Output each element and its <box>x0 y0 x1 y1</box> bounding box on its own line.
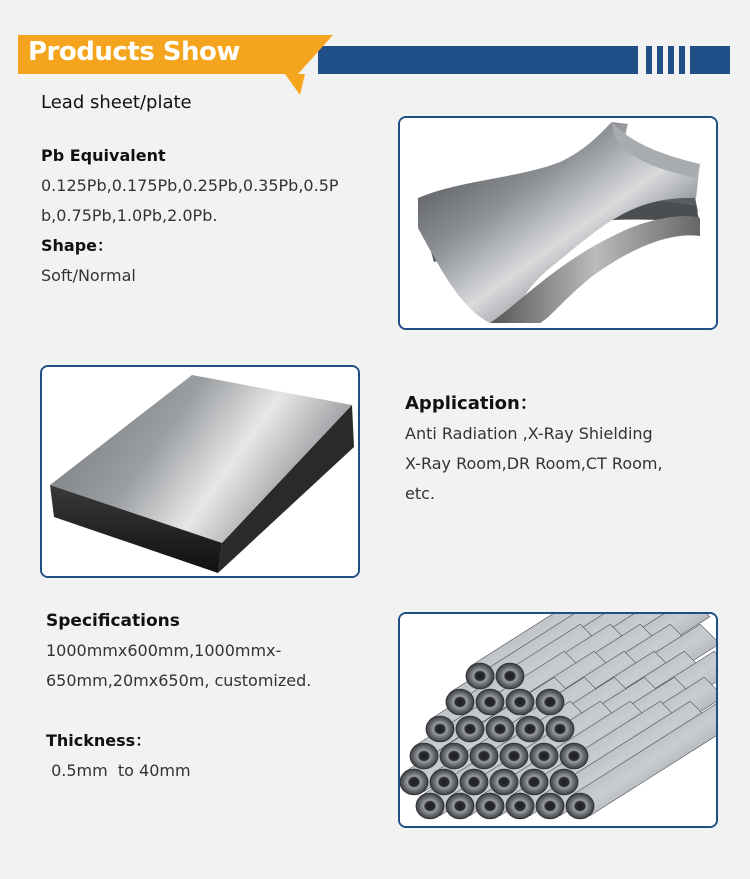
roll-end <box>470 743 498 769</box>
roll-end <box>520 769 548 795</box>
specifications-line-1: 1000mmx600mm,1000mmx- <box>46 641 282 660</box>
roll-end <box>440 743 468 769</box>
roll-end <box>476 689 504 715</box>
roll-end <box>536 689 564 715</box>
roll-end <box>500 743 528 769</box>
roll-end <box>426 716 454 742</box>
roll-end <box>536 793 564 819</box>
shape-heading: Shape： <box>41 236 114 255</box>
roll-end <box>496 663 524 689</box>
roll-end <box>446 793 474 819</box>
roll-end <box>446 689 474 715</box>
specifications-block <box>46 606 311 786</box>
roll-end <box>430 769 458 795</box>
lead-plate-block-image <box>42 367 358 576</box>
thickness-value: 0.5mm to 40mm <box>46 761 191 780</box>
lead-rolls-image <box>400 614 716 826</box>
section-banner <box>0 0 750 100</box>
application-line-2: X-Ray Room,DR Room,CT Room, <box>405 454 663 473</box>
application-line-3: etc. <box>405 484 435 503</box>
roll-end <box>530 743 558 769</box>
application-heading: Application： <box>405 393 538 414</box>
pb-equivalent-heading: Pb Equivalent <box>41 146 166 165</box>
application-block <box>405 389 663 509</box>
roll-end <box>466 663 494 689</box>
roll-end <box>516 716 544 742</box>
roll-end <box>506 689 534 715</box>
roll-end <box>460 769 488 795</box>
roll-end <box>476 793 504 819</box>
application-line-1: Anti Radiation ,X-Ray Shielding <box>405 424 653 443</box>
roll-end <box>486 716 514 742</box>
roll-end <box>490 769 518 795</box>
roll-end <box>566 793 594 819</box>
roll-end <box>506 793 534 819</box>
roll-end <box>456 716 484 742</box>
thickness-heading: Thickness： <box>46 731 152 750</box>
pb-equivalent-line-2: b,0.75Pb,1.0Pb,2.0Pb. <box>41 206 218 225</box>
roll-end <box>560 743 588 769</box>
roll-end <box>416 793 444 819</box>
roll-end <box>410 743 438 769</box>
sheet-stack-photo <box>398 116 718 330</box>
specifications-heading: Specifications <box>46 611 180 631</box>
pb-equivalent-line-1: 0.125Pb,0.175Pb,0.25Pb,0.35Pb,0.5P <box>41 176 339 195</box>
roll-end <box>546 716 574 742</box>
banner-title: Products Show <box>28 37 240 67</box>
plate-block-photo <box>40 365 360 578</box>
product-name: Lead sheet/plate <box>41 92 192 113</box>
roll-end <box>400 769 428 795</box>
rolls-photo <box>398 612 718 828</box>
specifications-line-2: 650mm,20mx650m, customized. <box>46 671 312 690</box>
curled-lead-sheets-image <box>400 118 716 328</box>
shape-value: Soft/Normal <box>41 266 136 285</box>
pb-equivalent-block <box>41 141 339 291</box>
roll-end <box>550 769 578 795</box>
